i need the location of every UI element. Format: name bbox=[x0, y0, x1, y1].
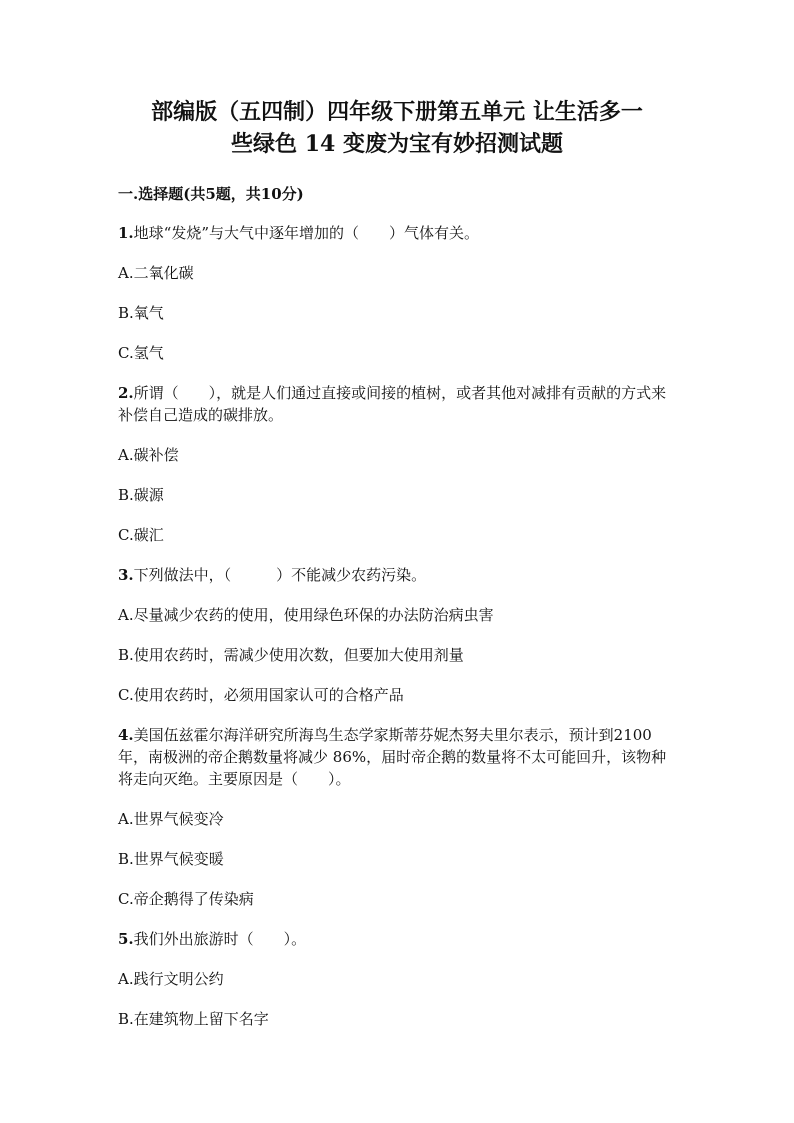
question-5-option-b: B.在建筑物上留下名字 bbox=[118, 1010, 269, 1028]
question-2 bbox=[118, 382, 676, 426]
question-5-option-a: A.践行文明公约 bbox=[118, 970, 224, 988]
question-1-option-c: C.氢气 bbox=[118, 344, 164, 362]
question-1-option-b: B.氧气 bbox=[118, 304, 164, 322]
question-number: 3. bbox=[118, 566, 134, 584]
question-3-option-b: B.使用农药时，需减少使用次数，但要加大使用剂量 bbox=[118, 646, 464, 664]
question-text: 美国伍兹霍尔海洋研究所海鸟生态学家斯蒂芬妮杰努夫里尔表示，预计到2100年，南极洲的帝企鹅数量将减少 86%，届时帝企鹅的数量将不太可能回升，该物种将走向灭绝。主要原因是（ ）。 bbox=[118, 726, 667, 788]
question-1 bbox=[118, 222, 676, 244]
question-text: 地球“发烧”与大气中逐年增加的（ ）气体有关。 bbox=[133, 224, 480, 242]
document-title bbox=[118, 96, 676, 160]
question-1-option-a: A.二氧化碳 bbox=[118, 264, 194, 282]
question-number: 1. bbox=[118, 224, 134, 242]
question-2-option-b: B.碳源 bbox=[118, 486, 164, 504]
question-3-option-a: A.尽量减少农药的使用，使用绿色环保的办法防治病虫害 bbox=[118, 606, 494, 624]
question-3 bbox=[118, 564, 676, 586]
question-number: 2. bbox=[118, 384, 134, 402]
question-2-option-a: A.碳补偿 bbox=[118, 446, 179, 464]
question-3-option-c: C.使用农药时，必须用国家认可的合格产品 bbox=[118, 686, 404, 704]
title-line-1: 部编版（五四制）四年级下册第五单元 让生活多一 bbox=[151, 99, 643, 125]
question-4-option-a: A.世界气候变冷 bbox=[118, 810, 224, 828]
question-text: 所谓（ ），就是人们通过直接或间接的植树，或者其他对减排有贡献的方式来补偿自己造成的碳排放。 bbox=[118, 384, 667, 424]
question-text: 我们外出旅游时（ ）。 bbox=[133, 930, 307, 948]
section-heading: 一.选择题(共5题，共10分) bbox=[118, 185, 304, 203]
question-2-option-c: C.碳汇 bbox=[118, 526, 164, 544]
question-4-option-c: C.帝企鹅得了传染病 bbox=[118, 890, 254, 908]
question-4 bbox=[118, 724, 676, 790]
question-text: 下列做法中，（ ）不能减少农药污染。 bbox=[133, 566, 427, 584]
question-number: 5. bbox=[118, 930, 134, 948]
title-line-2: 些绿色 14 变废为宝有妙招测试题 bbox=[231, 131, 563, 157]
question-4-option-b: B.世界气候变暖 bbox=[118, 850, 224, 868]
question-number: 4. bbox=[118, 726, 134, 744]
question-5 bbox=[118, 928, 676, 950]
